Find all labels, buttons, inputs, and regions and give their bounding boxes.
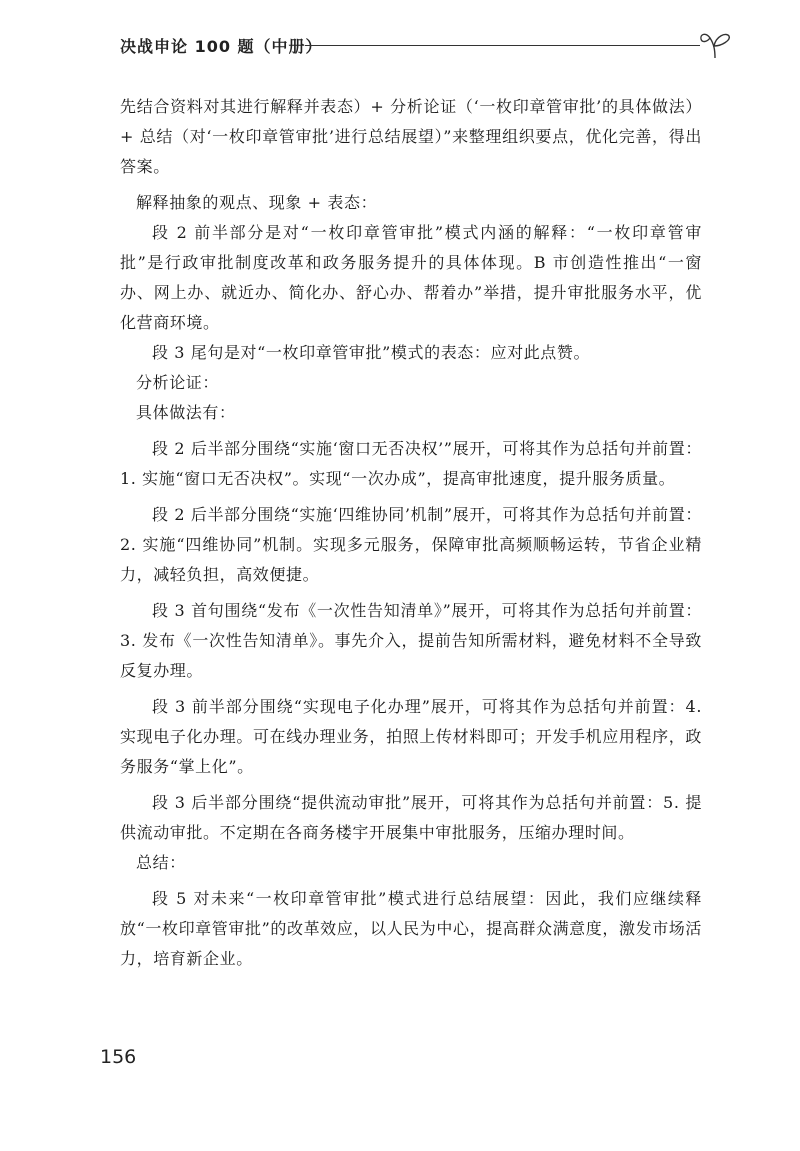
paragraph: 先结合资料对其进行解释并表态）+ 分析论证（‘一枚印章管审批’的具体做法）+ 总结（对‘一枚印章管审批’进行总结展望）”来整理组织要点，优化完善，得出答案。 — [120, 97, 702, 176]
section-heading: 分析论证： — [136, 373, 220, 392]
book-title: 决战申论 100 题（中册） — [120, 37, 323, 56]
paragraph: 段 2 后半部分围绕“实施‘四维协同’机制”展开，可将其作为总括句并前置：2. 实施“四维协同”机制。实现多元服务，保障审批高频顺畅运转，节省企业精力，减轻负担，高效便捷。 — [120, 505, 702, 584]
running-header — [120, 30, 730, 60]
sprout-icon — [698, 30, 732, 60]
paragraph: 段 3 首句围绕“发布《一次性告知清单》”展开，可将其作为总括句并前置：3. 发布《一次性告知清单》。事先介入，提前告知所需材料，避免材料不全导致反复办理。 — [120, 601, 702, 680]
paragraph: 段 3 尾句是对“一枚印章管审批”模式的表态：应对此点赞。 — [152, 343, 591, 362]
page-number: 156 — [100, 1046, 137, 1068]
section-heading: 总结： — [136, 853, 186, 872]
paragraph: 段 5 对未来“一枚印章管审批”模式进行总结展望：因此，我们应继续释放“一枚印章管审批”的改革效应，以人民为中心，提高群众满意度，激发市场活力，培育新企业。 — [120, 889, 702, 968]
paragraph: 段 3 后半部分围绕“提供流动审批”展开，可将其作为总括句并前置：5. 提供流动审批。不定期在各商务楼宇开展集中审批服务，压缩办理时间。 — [120, 793, 702, 842]
header-rule — [305, 45, 700, 46]
section-heading: 解释抽象的观点、现象 + 表态： — [136, 193, 378, 212]
body-text — [120, 92, 702, 974]
section-heading: 具体做法有： — [136, 403, 236, 422]
paragraph: 段 2 前半部分是对“一枚印章管审批”模式内涵的解释：“一枚印章管审批”是行政审批制度改革和政务服务提升的具体体现。B 市创造性推出“一窗办、网上办、就近办、简化办、舒心办、帮着办”举措，提升审批服务水平，优化营商环境。 — [120, 223, 702, 332]
paragraph: 段 2 后半部分围绕“实施‘窗口无否决权’”展开，可将其作为总括句并前置：1. 实施“窗口无否决权”。实现“一次办成”，提高审批速度，提升服务质量。 — [120, 439, 702, 488]
paragraph: 段 3 前半部分围绕“实现电子化办理”展开，可将其作为总括句并前置：4. 实现电子化办理。可在线办理业务，拍照上传材料即可；开发手机应用程序，政务服务“掌上化”。 — [120, 697, 702, 776]
